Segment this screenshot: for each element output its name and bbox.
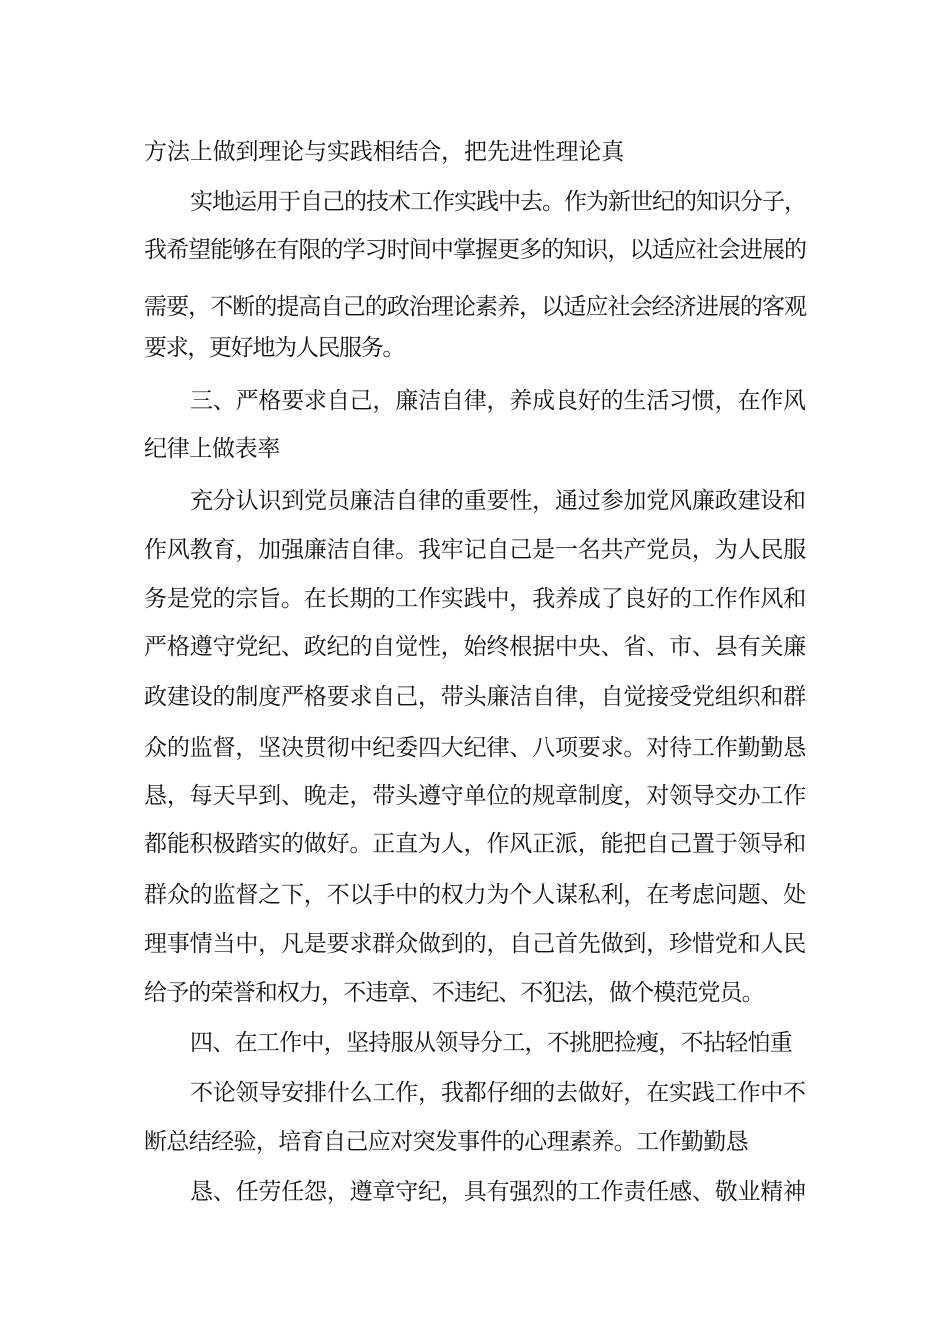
text-line: 严格遵守党纪、政纪的自觉性，始终根据中央、省、市、县有关廉 [144,634,807,660]
text-line: 务是党的宗旨。在长期的工作实践中，我养成了良好的工作作风和 [144,586,807,612]
text-line: 不论领导安排什么工作，我都仔细的去做好，在实践工作中不 [190,1080,806,1106]
text-line: 给予的荣誉和权力，不违章、不违纪、不犯法，做个模范党员。 [144,980,764,1006]
text-line: 断总结经验，培育自己应对突发事件的心理素养。工作勤勤恳 [144,1129,748,1155]
text-line: 四、在工作中，坚持服从领导分工，不挑肥捡瘦，不拈轻怕重 [190,1030,793,1056]
text-line: 需要，不断的提高自己的政治理论素养，以适应社会经济进展的客观 [144,294,807,320]
text-line: 恳，每天早到、晚走，带头遵守单位的规章制度，对领导交办工作 [144,783,807,809]
text-line: 恳、任劳任怨，遵章守纪，具有强烈的工作责任感、敬业精神 [190,1179,806,1205]
text-line: 要求，更好地为人民服务。 [144,335,405,361]
text-line: 纪律上做表率 [144,436,281,462]
text-line: 实地运用于自己的技术工作实践中去。作为新世纪的知识分子， [190,189,806,215]
text-line: 众的监督，坚决贯彻中纪委四大纪律、八项要求。对待工作勤勤恳 [144,735,807,761]
text-line: 充分认识到党员廉洁自律的重要性，通过参加党风廉政建设和 [190,488,806,514]
text-line: 三、严格要求自己，廉洁自律，养成良好的生活习惯，在作风 [190,388,806,414]
text-line: 作风教育，加强廉洁自律。我牢记自己是一名共产党员，为人民服 [144,537,807,563]
text-line: 理事情当中，凡是要求群众做到的，自己首先做到，珍惜党和人民 [144,931,807,957]
text-line: 都能积极踏实的做好。正直为人，作风正派，能把自己置于领导和 [144,831,807,857]
text-line: 方法上做到理论与实践相结合，把先进性理论真 [144,139,625,165]
text-line: 我希望能够在有限的学习时间中掌握更多的知识，以适应社会进展的 [144,237,807,263]
text-line: 政建设的制度严格要求自己，带头廉洁自律，自觉接受党组织和群 [144,684,807,710]
text-line: 群众的监督之下，不以手中的权力为个人谋私利，在考虑问题、处 [144,882,807,908]
